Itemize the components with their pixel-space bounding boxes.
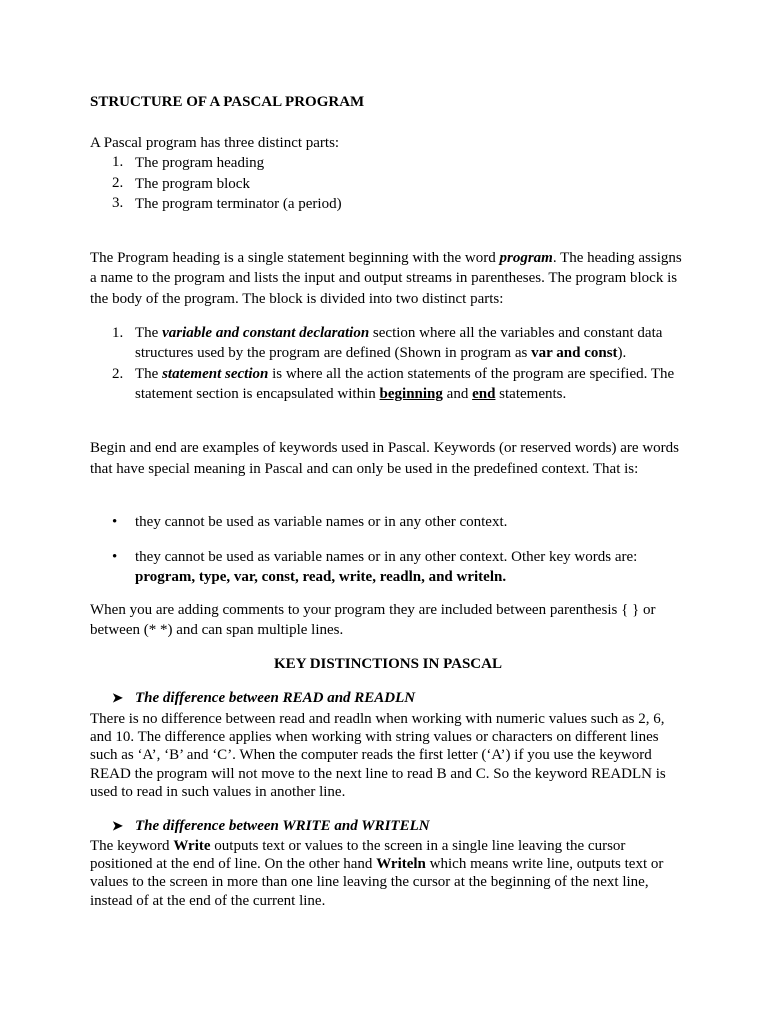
keywords-paragraph: Begin and end are examples of keywords used in Pascal. Keywords (or reserved words) are words that have special meaning in Pascal and can only be used in the predefined context. That is:	[90, 440, 679, 477]
list-number: 3.	[112, 195, 124, 211]
write-heading	[112, 816, 430, 836]
bullet-list	[90, 512, 686, 592]
list-item-text: The program block	[135, 175, 250, 192]
list-item	[90, 512, 686, 533]
section-title: KEY DISTINCTIONS IN PASCAL	[274, 656, 502, 672]
text-run: which means write line, outputs text or values to the screen in more than one line leaving the cursor at the beginning of the next line, instead of at the end of the current line.	[90, 856, 664, 909]
intro-paragraph: A Pascal program has three distinct parts:	[90, 135, 340, 151]
parts-list	[90, 154, 686, 218]
list-item	[90, 364, 686, 406]
text-run: statements.	[495, 386, 567, 403]
term-beginning: beginning	[379, 386, 443, 403]
list-number: 2.	[112, 174, 124, 191]
arrow-right-icon: ➤	[112, 690, 123, 705]
read-heading	[112, 688, 415, 708]
write-heading-text: The difference between WRITE and WRITELN	[135, 818, 430, 834]
term-statement-section: statement section	[162, 366, 269, 382]
list-number: 1.	[112, 325, 124, 341]
read-heading-text: The difference between READ and READLN	[135, 690, 416, 706]
text-run: is where all the action statements of the program are specified. The statement section is encapsulated within	[135, 366, 675, 403]
term-variable-declaration: variable and constant declaration	[162, 325, 370, 341]
text-run: The keyword	[90, 838, 174, 854]
block-parts-list	[90, 323, 686, 413]
list-item	[90, 195, 686, 216]
list-item-text	[135, 364, 687, 405]
list-item	[90, 175, 686, 196]
comments-paragraph: When you are adding comments to your program they are included between parenthesis { } or between (* *) and can span multiple lines.	[90, 602, 656, 639]
text-run: and	[442, 386, 473, 403]
term-end: end	[472, 386, 496, 403]
text-run: The	[135, 366, 163, 382]
list-number: 1.	[112, 154, 124, 170]
text-run: outputs text or values to the screen in a single line leaving the cursor positioned at the end of line. On the other hand	[90, 838, 626, 873]
text-run: section where all the variables and constant data structures used by the program are defined (Shown in program as	[135, 325, 663, 362]
page-title: STRUCTURE OF A PASCAL PROGRAM	[90, 94, 365, 110]
text-run: The	[135, 325, 163, 341]
keyword-write: Write	[173, 838, 211, 854]
list-item	[90, 547, 686, 589]
text-run: ).	[617, 345, 627, 362]
keyword-writeln: Writeln	[376, 856, 426, 873]
heading-text-2: . The heading assigns a name to the program and lists the input and output streams in parentheses. The program block is the body of the program. The block is divided into two distinct parts:	[90, 250, 682, 307]
list-item-text	[135, 547, 687, 588]
bullet-icon: •	[112, 514, 118, 530]
list-item-text: The program terminator (a period)	[135, 196, 342, 212]
arrow-right-icon: ➤	[112, 818, 123, 833]
list-item	[90, 154, 686, 175]
read-paragraph: There is no difference between read and readln when working with numeric values such as 2, 6, and 10. The difference applies when working with string values or characters on different lines such as ‘A’, ‘B’ and ‘C’. When the computer reads the first letter (‘A’) if you use the keyword READ the program will not move to the next line to read B and C. So the keyword READLN is used to read in such values in another line.	[90, 711, 666, 800]
heading-text-1: The Program heading is a single statement beginning with the word	[90, 250, 500, 266]
list-item-text	[135, 323, 687, 364]
list-number: 2.	[112, 366, 124, 382]
heading-paragraph	[90, 248, 686, 309]
keyword-program: program	[499, 250, 553, 266]
keyword-list: program, type, var, const, read, write, readln, and writeln.	[135, 569, 507, 586]
bullet-icon: •	[112, 549, 118, 565]
term-var-const: var and const	[531, 345, 618, 362]
write-paragraph	[90, 837, 686, 910]
text-run: they cannot be used as variable names or in any other context. Other key words are:	[135, 549, 638, 565]
list-item-text: they cannot be used as variable names or in any other context.	[135, 514, 508, 530]
list-item	[90, 323, 686, 365]
list-item-text: The program heading	[135, 155, 265, 171]
